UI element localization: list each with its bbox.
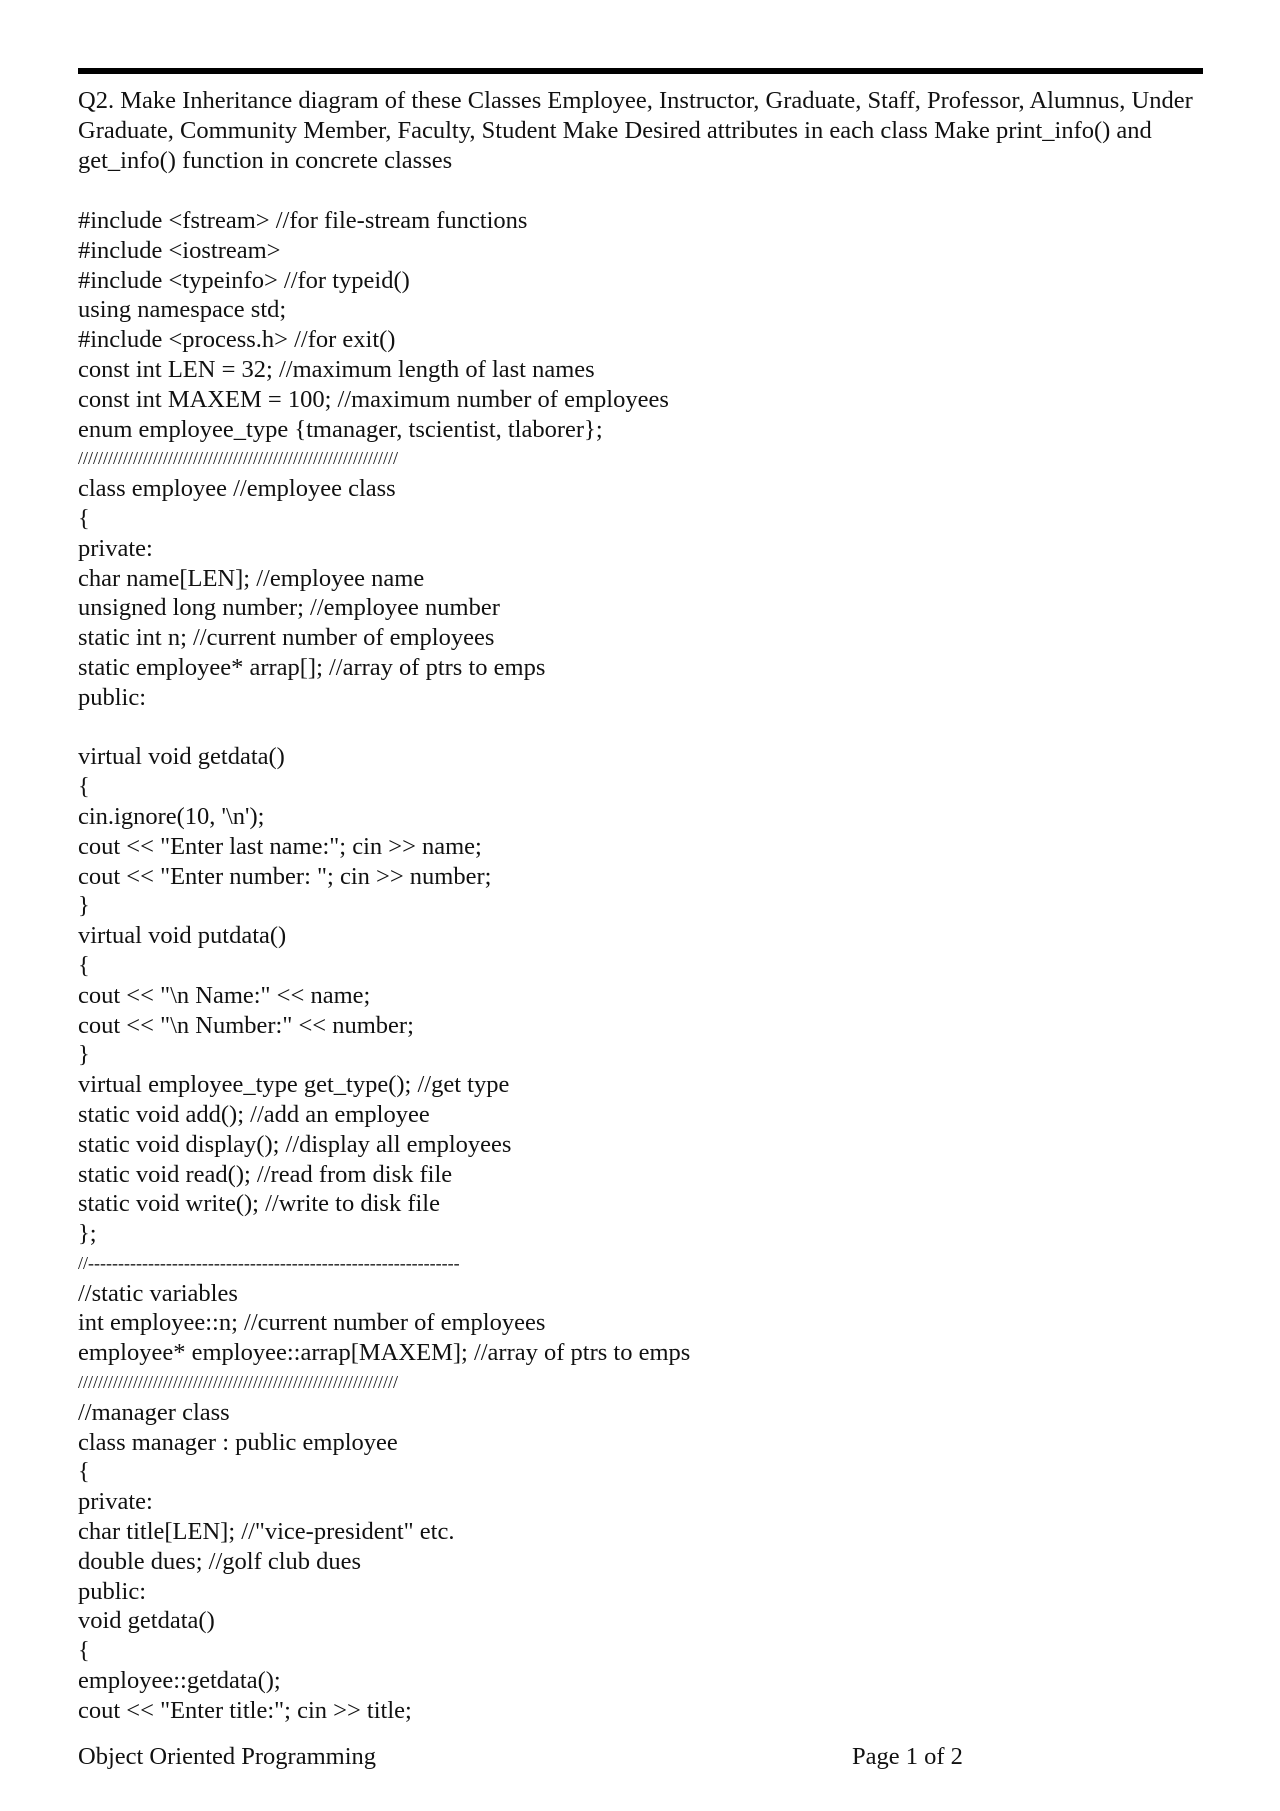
question-text: Q2. Make Inheritance diagram of these Classes Employee, Instructor, Graduate, Staff, Professor, Alumnus, Under Graduate, Community Member, Faculty, Student Make Desired attributes in each class Make print_info() and get_info() function in concrete classes	[78, 87, 1193, 174]
code-line: cout << "\n Number:" << number;	[78, 1011, 414, 1039]
code-line: using namespace std;	[78, 296, 287, 324]
code-line: #include <process.h> //for exit()	[78, 326, 396, 354]
code-line: cin.ignore(10, '\n');	[78, 802, 265, 830]
code-line: //manager class	[78, 1398, 230, 1426]
code-line: }	[78, 1041, 90, 1069]
header-rule	[78, 68, 1203, 74]
code-line: static void read(); //read from disk file	[78, 1160, 453, 1188]
code-line: const int LEN = 32; //maximum length of last names	[78, 355, 595, 383]
code-line: const int MAXEM = 100; //maximum number of employees	[78, 385, 669, 413]
code-line: class employee //employee class	[78, 475, 396, 503]
code-line: enum employee_type {tmanager, tscientist, tlaborer};	[78, 415, 603, 443]
code-line: #include <typeinfo> //for typeid()	[78, 266, 410, 294]
code-line: {	[78, 1458, 90, 1486]
code-line: employee::getdata();	[78, 1667, 281, 1695]
code-line: public:	[78, 1577, 147, 1605]
code-separator: ////////////////////////////////////////////////////////////////	[78, 1372, 399, 1393]
code-line: #include <fstream> //for file-stream functions	[78, 207, 528, 234]
code-line: double dues; //golf club dues	[78, 1547, 362, 1575]
code-line: cout << "Enter title:"; cin >> title;	[78, 1696, 412, 1724]
code-line: virtual void getdata()	[78, 743, 285, 771]
code-line: cout << "\n Name:" << name;	[78, 981, 371, 1009]
code-line: unsigned long number; //employee number	[78, 594, 500, 622]
code-line: {	[78, 1637, 90, 1665]
code-line: virtual void putdata()	[78, 922, 287, 950]
code-line: employee* employee::arrap[MAXEM]; //array of ptrs to emps	[78, 1339, 691, 1367]
code-line: {	[78, 951, 90, 979]
code-line: static employee* arrap[]; //array of ptrs to emps	[78, 653, 546, 681]
code-line: {	[78, 773, 90, 801]
code-line: {	[78, 504, 90, 532]
code-line: int employee::n; //current number of employees	[78, 1309, 546, 1337]
code-line: virtual employee_type get_type(); //get type	[78, 1071, 510, 1099]
code-line: static void write(); //write to disk file	[78, 1190, 440, 1218]
code-line: //static variables	[78, 1279, 238, 1307]
code-line: private:	[78, 534, 153, 562]
code-line: cout << "Enter last name:"; cin >> name;	[78, 832, 482, 860]
code-separator: ////////////////////////////////////////////////////////////////	[78, 448, 399, 469]
code-line: #include <iostream>	[78, 236, 281, 264]
code-blank-line	[78, 713, 1218, 743]
code-line: public:	[78, 683, 147, 711]
code-separator: //--------------------------------------------------------------	[78, 1252, 460, 1273]
footer-page-number: Page 1 of 2	[852, 1743, 963, 1770]
code-line: class manager : public employee	[78, 1428, 398, 1456]
code-line: static void display(); //display all employees	[78, 1130, 512, 1158]
footer-course-title: Object Oriented Programming	[78, 1743, 377, 1770]
code-line: };	[78, 1220, 97, 1248]
code-line: static void add(); //add an employee	[78, 1100, 430, 1128]
code-line: cout << "Enter number: "; cin >> number;	[78, 862, 492, 890]
code-line: char title[LEN]; //"vice-president" etc.	[78, 1518, 455, 1546]
code-line: void getdata()	[78, 1607, 215, 1635]
code-listing	[78, 206, 1218, 1726]
code-line: static int n; //current number of employees	[78, 624, 495, 652]
code-line: }	[78, 892, 90, 920]
code-line: char name[LEN]; //employee name	[78, 564, 425, 592]
code-line: private:	[78, 1488, 153, 1516]
